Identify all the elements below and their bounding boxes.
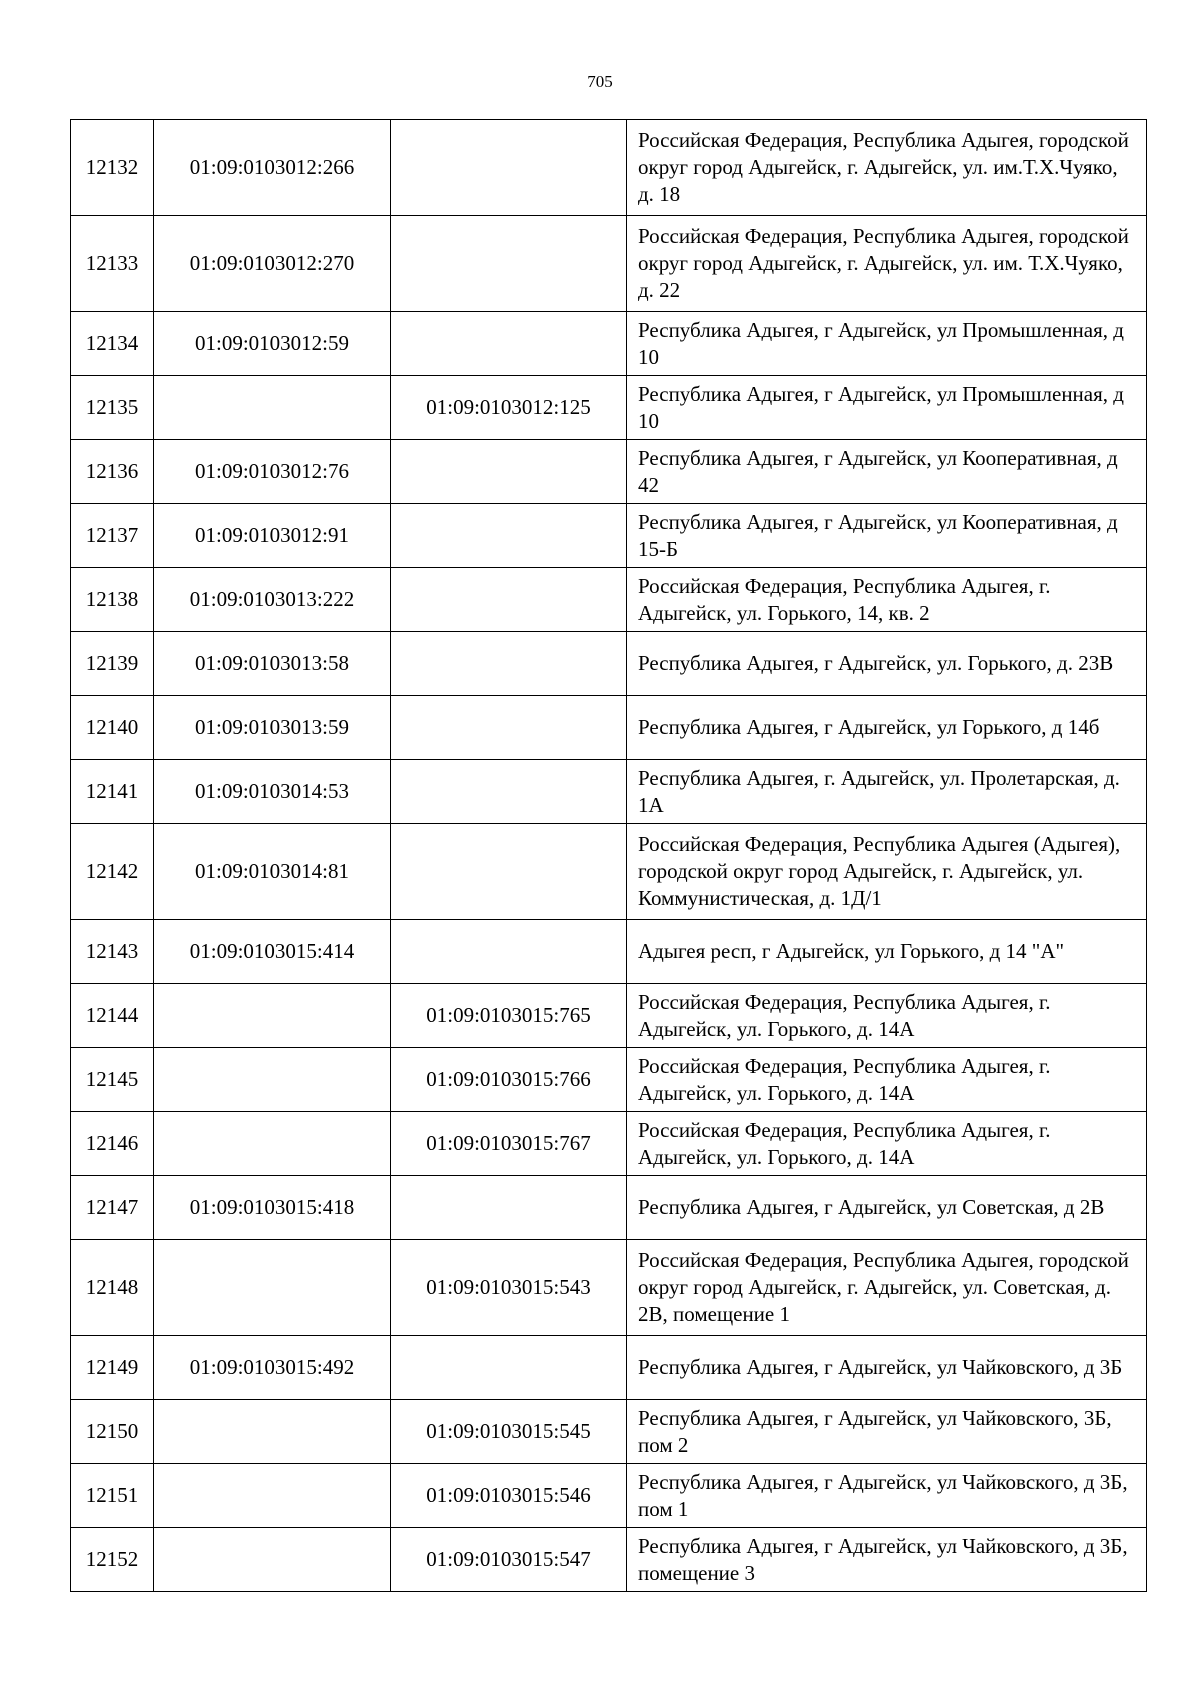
registry-table bbox=[70, 119, 1147, 1592]
table-row bbox=[71, 696, 1147, 760]
address-cell: Республика Адыгея, г Адыгейск, ул Чайковского, 3Б, пом 2 bbox=[627, 1400, 1147, 1464]
parcel-cadastral-number-cell: 01:09:0103013:222 bbox=[154, 568, 391, 632]
address-cell: Российская Федерация, Республика Адыгея, г. Адыгейск, ул. Горького, 14, кв. 2 bbox=[627, 568, 1147, 632]
object-cadastral-number-cell: 01:09:0103015:545 bbox=[391, 1400, 627, 1464]
parcel-cadastral-number-cell: 01:09:0103012:59 bbox=[154, 312, 391, 376]
object-cadastral-number-cell bbox=[391, 696, 627, 760]
address-cell: Российская Федерация, Республика Адыгея, городской округ город Адыгейск, г. Адыгейск, ул. им. Т.Х.Чуяко, д. 22 bbox=[627, 216, 1147, 312]
parcel-cadastral-number-cell bbox=[154, 376, 391, 440]
address-cell: Российская Федерация, Республика Адыгея, городской округ город Адыгейск, г. Адыгейск, ул. им.Т.Х.Чуяко, д. 18 bbox=[627, 120, 1147, 216]
table-row bbox=[71, 1464, 1147, 1528]
parcel-cadastral-number-cell: 01:09:0103013:59 bbox=[154, 696, 391, 760]
parcel-cadastral-number-cell: 01:09:0103014:81 bbox=[154, 824, 391, 920]
address-cell: Республика Адыгея, г Адыгейск, ул Горького, д 14б bbox=[627, 696, 1147, 760]
table-row bbox=[71, 312, 1147, 376]
table-row bbox=[71, 120, 1147, 216]
object-cadastral-number-cell bbox=[391, 216, 627, 312]
row-number-cell: 12150 bbox=[71, 1400, 154, 1464]
object-cadastral-number-cell: 01:09:0103012:125 bbox=[391, 376, 627, 440]
table-row bbox=[71, 1400, 1147, 1464]
parcel-cadastral-number-cell bbox=[154, 1528, 391, 1592]
row-number-cell: 12147 bbox=[71, 1176, 154, 1240]
parcel-cadastral-number-cell: 01:09:0103014:53 bbox=[154, 760, 391, 824]
object-cadastral-number-cell: 01:09:0103015:546 bbox=[391, 1464, 627, 1528]
object-cadastral-number-cell bbox=[391, 760, 627, 824]
object-cadastral-number-cell bbox=[391, 824, 627, 920]
address-cell: Адыгея респ, г Адыгейск, ул Горького, д 14 "А" bbox=[627, 920, 1147, 984]
address-cell: Республика Адыгея, г Адыгейск, ул Чайковского, д 3Б bbox=[627, 1336, 1147, 1400]
parcel-cadastral-number-cell: 01:09:0103013:58 bbox=[154, 632, 391, 696]
table-row bbox=[71, 1336, 1147, 1400]
table-row bbox=[71, 824, 1147, 920]
table-body bbox=[71, 120, 1147, 1592]
address-cell: Республика Адыгея, г Адыгейск, ул. Горького, д. 23В bbox=[627, 632, 1147, 696]
object-cadastral-number-cell bbox=[391, 568, 627, 632]
row-number-cell: 12138 bbox=[71, 568, 154, 632]
parcel-cadastral-number-cell bbox=[154, 1240, 391, 1336]
object-cadastral-number-cell bbox=[391, 504, 627, 568]
parcel-cadastral-number-cell bbox=[154, 1464, 391, 1528]
parcel-cadastral-number-cell: 01:09:0103012:76 bbox=[154, 440, 391, 504]
object-cadastral-number-cell: 01:09:0103015:765 bbox=[391, 984, 627, 1048]
row-number-cell: 12133 bbox=[71, 216, 154, 312]
parcel-cadastral-number-cell bbox=[154, 1112, 391, 1176]
table-row bbox=[71, 920, 1147, 984]
row-number-cell: 12140 bbox=[71, 696, 154, 760]
object-cadastral-number-cell bbox=[391, 1176, 627, 1240]
parcel-cadastral-number-cell: 01:09:0103012:91 bbox=[154, 504, 391, 568]
row-number-cell: 12148 bbox=[71, 1240, 154, 1336]
row-number-cell: 12141 bbox=[71, 760, 154, 824]
address-cell: Республика Адыгея, г Адыгейск, ул Промышленная, д 10 bbox=[627, 376, 1147, 440]
table-row bbox=[71, 984, 1147, 1048]
table-row bbox=[71, 1176, 1147, 1240]
row-number-cell: 12132 bbox=[71, 120, 154, 216]
address-cell: Российская Федерация, Республика Адыгея (Адыгея), городской округ город Адыгейск, г. Адыгейск, ул. Коммунистическая, д. 1Д/1 bbox=[627, 824, 1147, 920]
row-number-cell: 12137 bbox=[71, 504, 154, 568]
parcel-cadastral-number-cell: 01:09:0103012:270 bbox=[154, 216, 391, 312]
object-cadastral-number-cell bbox=[391, 440, 627, 504]
parcel-cadastral-number-cell: 01:09:0103015:492 bbox=[154, 1336, 391, 1400]
address-cell: Российская Федерация, Республика Адыгея, городской округ город Адыгейск, г. Адыгейск, ул. Советская, д. 2В, помещение 1 bbox=[627, 1240, 1147, 1336]
address-cell: Российская Федерация, Республика Адыгея, г. Адыгейск, ул. Горького, д. 14А bbox=[627, 984, 1147, 1048]
row-number-cell: 12135 bbox=[71, 376, 154, 440]
parcel-cadastral-number-cell bbox=[154, 1400, 391, 1464]
address-cell: Республика Адыгея, г Адыгейск, ул Промышленная, д 10 bbox=[627, 312, 1147, 376]
object-cadastral-number-cell: 01:09:0103015:543 bbox=[391, 1240, 627, 1336]
parcel-cadastral-number-cell: 01:09:0103012:266 bbox=[154, 120, 391, 216]
object-cadastral-number-cell bbox=[391, 120, 627, 216]
address-cell: Республика Адыгея, г. Адыгейск, ул. Пролетарская, д. 1А bbox=[627, 760, 1147, 824]
table-row bbox=[71, 504, 1147, 568]
address-cell: Республика Адыгея, г Адыгейск, ул Кооперативная, д 15-Б bbox=[627, 504, 1147, 568]
row-number-cell: 12146 bbox=[71, 1112, 154, 1176]
address-cell: Республика Адыгея, г Адыгейск, ул Советская, д 2В bbox=[627, 1176, 1147, 1240]
object-cadastral-number-cell: 01:09:0103015:547 bbox=[391, 1528, 627, 1592]
table-row bbox=[71, 1528, 1147, 1592]
address-cell: Российская Федерация, Республика Адыгея, г. Адыгейск, ул. Горького, д. 14А bbox=[627, 1048, 1147, 1112]
table-row bbox=[71, 216, 1147, 312]
address-cell: Российская Федерация, Республика Адыгея, г. Адыгейск, ул. Горького, д. 14А bbox=[627, 1112, 1147, 1176]
address-cell: Республика Адыгея, г Адыгейск, ул Чайковского, д 3Б, пом 1 bbox=[627, 1464, 1147, 1528]
object-cadastral-number-cell bbox=[391, 632, 627, 696]
row-number-cell: 12144 bbox=[71, 984, 154, 1048]
row-number-cell: 12136 bbox=[71, 440, 154, 504]
object-cadastral-number-cell: 01:09:0103015:767 bbox=[391, 1112, 627, 1176]
row-number-cell: 12149 bbox=[71, 1336, 154, 1400]
row-number-cell: 12139 bbox=[71, 632, 154, 696]
table-row bbox=[71, 632, 1147, 696]
parcel-cadastral-number-cell bbox=[154, 1048, 391, 1112]
row-number-cell: 12152 bbox=[71, 1528, 154, 1592]
page-number: 705 bbox=[587, 72, 613, 91]
parcel-cadastral-number-cell: 01:09:0103015:414 bbox=[154, 920, 391, 984]
table-row bbox=[71, 1240, 1147, 1336]
object-cadastral-number-cell bbox=[391, 1336, 627, 1400]
address-cell: Республика Адыгея, г Адыгейск, ул Кооперативная, д 42 bbox=[627, 440, 1147, 504]
row-number-cell: 12145 bbox=[71, 1048, 154, 1112]
parcel-cadastral-number-cell bbox=[154, 984, 391, 1048]
table-row bbox=[71, 568, 1147, 632]
object-cadastral-number-cell bbox=[391, 920, 627, 984]
object-cadastral-number-cell: 01:09:0103015:766 bbox=[391, 1048, 627, 1112]
row-number-cell: 12151 bbox=[71, 1464, 154, 1528]
table-row bbox=[71, 1048, 1147, 1112]
address-cell: Республика Адыгея, г Адыгейск, ул Чайковского, д 3Б, помещение 3 bbox=[627, 1528, 1147, 1592]
table-row bbox=[71, 376, 1147, 440]
row-number-cell: 12142 bbox=[71, 824, 154, 920]
row-number-cell: 12134 bbox=[71, 312, 154, 376]
object-cadastral-number-cell bbox=[391, 312, 627, 376]
table-row bbox=[71, 1112, 1147, 1176]
parcel-cadastral-number-cell: 01:09:0103015:418 bbox=[154, 1176, 391, 1240]
table-row bbox=[71, 760, 1147, 824]
row-number-cell: 12143 bbox=[71, 920, 154, 984]
table-row bbox=[71, 440, 1147, 504]
